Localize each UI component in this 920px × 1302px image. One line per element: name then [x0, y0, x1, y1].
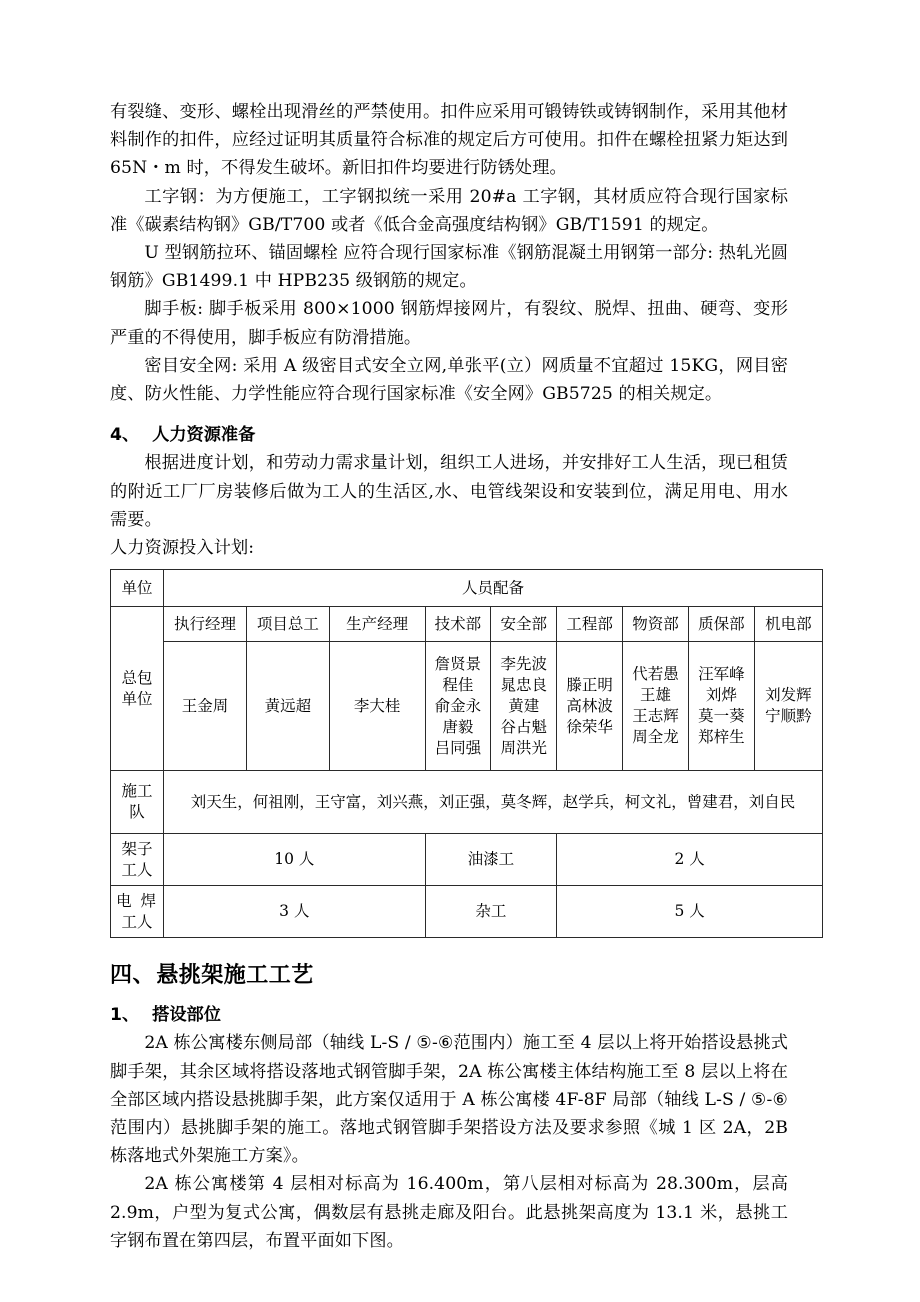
cell-scaffolder-label: [111, 834, 164, 886]
staff-name: 晁忠良: [500, 675, 548, 694]
staff-name: 刘烨: [705, 686, 737, 705]
cell-painter-count: 2 人: [557, 834, 823, 886]
heading-section-four: [110, 958, 788, 994]
staff-name: 王金周: [181, 696, 229, 715]
team-label-line1: 施工: [121, 782, 153, 801]
cell-staffing-header: 人员配备: [164, 570, 823, 607]
paragraph-erection-scope: 2A 栋公寓楼东侧局部（轴线 L-S / ⑤-⑥范围内）施工至 4 层以上将开始搭设悬挑式脚手架，其余区域将搭设落地式钢管脚手架，2A 栋公寓楼主体结构施工至 8 层以上将在全部区域内搭设悬挑脚手架，此方案仅适用于 A 栋公寓楼 4F-8F 局部（轴线 L-S / ⑤-⑥范围内）悬挑脚手架的施工。落地式钢管脚手架搭设方法及要求参照《城 1 区 2A，2B 栋落地式外架施工方案》。: [110, 1033, 788, 1167]
cell-dept-7: 质保部: [689, 607, 755, 642]
heading-erection-title: 搭设部位: [152, 1005, 221, 1026]
cell-staff-3: [425, 642, 491, 771]
paragraph-scaffold-board: 脚手板: 脚手板采用 800×1000 钢筋焊接网片，有裂纹、脱焊、扭曲、硬弯、变形严重的不得使用，脚手板应有防滑措施。: [110, 299, 788, 348]
cell-misc-label: 杂工: [425, 886, 557, 938]
cell-staff-6: [623, 642, 689, 771]
cell-team-members: 刘天生，何祖刚，王守富，刘兴燕，刘正强，莫冬辉，赵学兵，柯文礼，曾建君，刘自民: [164, 771, 823, 834]
staff-name: 王志辉: [632, 707, 679, 726]
table-row-departments: [111, 607, 823, 642]
staff-name: 黄建: [508, 696, 540, 715]
unit-name-line1: 总包: [121, 668, 153, 687]
staff-name: 周全龙: [632, 728, 679, 747]
paragraph-elevation-detail: 2A 栋公寓楼第 4 层相对标高为 16.400m，第八层相对标高为 28.300m，层高 2.9m，户型为复式公寓，偶数层有悬挑走廊及阳台。此悬挑架高度为 13.1 米，悬挑工字钢布置在第四层，布置平面如下图。: [110, 1174, 788, 1251]
staff-name: 俞金永: [434, 696, 482, 715]
welder-label-line2: 工人: [121, 912, 153, 931]
staff-name: 黄远超: [264, 696, 312, 715]
cell-staff-2: [329, 642, 425, 771]
staff-name: 詹贤景: [434, 654, 482, 673]
table-row-scaffolder: [111, 834, 823, 886]
cell-scaffolder-count: 10 人: [164, 834, 425, 886]
heading-hr-preparation: [110, 421, 788, 449]
staff-name: 刘发辉: [765, 686, 812, 705]
paragraph-u-rebar: U 型钢筋拉环、锚固螺栓 应符合现行国家标准《钢筋混凝土用钢第一部分: 热轧光圆钢筋》GB1499.1 中 HPB235 级钢筋的规定。: [110, 243, 788, 292]
cell-dept-2: 生产经理: [329, 607, 425, 642]
hr-staffing-table: [110, 569, 823, 938]
scaffolder-label-line1: 架子: [121, 839, 153, 858]
cell-staff-4: [491, 642, 557, 771]
table-row-construction-team: [111, 771, 823, 834]
staff-name: 徐荣华: [566, 717, 613, 736]
cell-staff-1: [247, 642, 330, 771]
staff-name: 代若愚: [632, 665, 679, 684]
unit-name-line2: 单位: [121, 689, 153, 708]
staff-name: 汪军峰: [698, 665, 745, 684]
staff-name: 莫一葵: [698, 707, 745, 726]
cell-welder-count: 3 人: [164, 886, 425, 938]
cell-dept-6: 物资部: [623, 607, 689, 642]
cell-welder-label: [111, 886, 164, 938]
staff-name: 程佳: [442, 675, 474, 694]
cell-dept-4: 安全部: [491, 607, 557, 642]
heading-hr-title: 人力资源准备: [152, 425, 256, 446]
paragraph-hr-plan: 根据进度计划，和劳动力需求量计划，组织工人进场，并安排好工人生活，现已租赁的附近工厂厂房装修后做为工人的生活区,水、电管线架设和安装到位，满足用电、用水需要。: [110, 453, 788, 530]
staff-name: 王雄: [640, 686, 672, 705]
welder-label-line1: 电 焊: [116, 891, 159, 910]
cell-staff-7: [689, 642, 755, 771]
cell-staff-0: [164, 642, 247, 771]
heading-erection-number: 1、: [110, 1005, 140, 1026]
cell-misc-count: 5 人: [557, 886, 823, 938]
cell-unit-name: [111, 607, 164, 771]
heading-section-four-number: 四、: [110, 963, 156, 989]
table-row-staff: [111, 642, 823, 771]
cell-dept-3: 技术部: [425, 607, 491, 642]
staff-name: 李大桂: [353, 696, 401, 715]
staff-name: 唐毅: [442, 717, 474, 736]
heading-erection-position: [110, 1001, 788, 1029]
staff-name: 郑梓生: [698, 728, 745, 747]
staff-name: 高林波: [566, 696, 613, 715]
table-caption: 人力资源投入计划:: [110, 538, 255, 559]
cell-dept-5: 工程部: [557, 607, 623, 642]
staff-name: 谷占魁: [500, 717, 548, 736]
cell-dept-8: 机电部: [754, 607, 822, 642]
paragraph-couplers: 有裂缝、变形、螺栓出现滑丝的严禁使用。扣件应采用可锻铸铁或铸钢制作，采用其他材料制作的扣件，应经过证明其质量符合标准的规定后方可使用。扣件在螺栓扭紧力矩达到 65N・m 时，不得发生破坏。新旧扣件均要进行防锈处理。: [110, 102, 788, 179]
paragraph-i-beam: 工字钢：为方便施工，工字钢拟统一采用 20#a 工字钢，其材质应符合现行国家标准《碳素结构钢》GB/T700 或者《低合金高强度结构钢》GB/T1591 的规定。: [110, 186, 788, 235]
document-content: [110, 98, 812, 1255]
staff-name: 李先波: [500, 654, 548, 673]
heading-hr-number: 4、: [110, 425, 140, 446]
team-label-line2: 队: [129, 803, 145, 822]
cell-staff-8: [754, 642, 822, 771]
staff-name: 宁顺黔: [765, 707, 812, 726]
cell-painter-label: 油漆工: [425, 834, 557, 886]
cell-dept-1: 项目总工: [247, 607, 330, 642]
scaffolder-label-line2: 工人: [121, 860, 153, 879]
cell-team-label: [111, 771, 164, 834]
staff-name: 吕同强: [434, 738, 482, 757]
table-row-header: [111, 570, 823, 607]
table-row-welder: [111, 886, 823, 938]
cell-staff-5: [557, 642, 623, 771]
staff-name: 周洪光: [500, 738, 548, 757]
heading-section-four-title: 悬挑架施工工艺: [156, 963, 314, 989]
staff-name: 滕正明: [566, 675, 613, 694]
cell-dept-0: 执行经理: [164, 607, 247, 642]
paragraph-safety-net: 密目安全网: 采用 A 级密目式安全立网,单张平(立）网质量不宜超过 15KG，网目密度、防火性能、力学性能应符合现行国家标准《安全网》GB5725 的相关规定。: [110, 355, 788, 405]
cell-unit-header: 单位: [111, 570, 164, 607]
